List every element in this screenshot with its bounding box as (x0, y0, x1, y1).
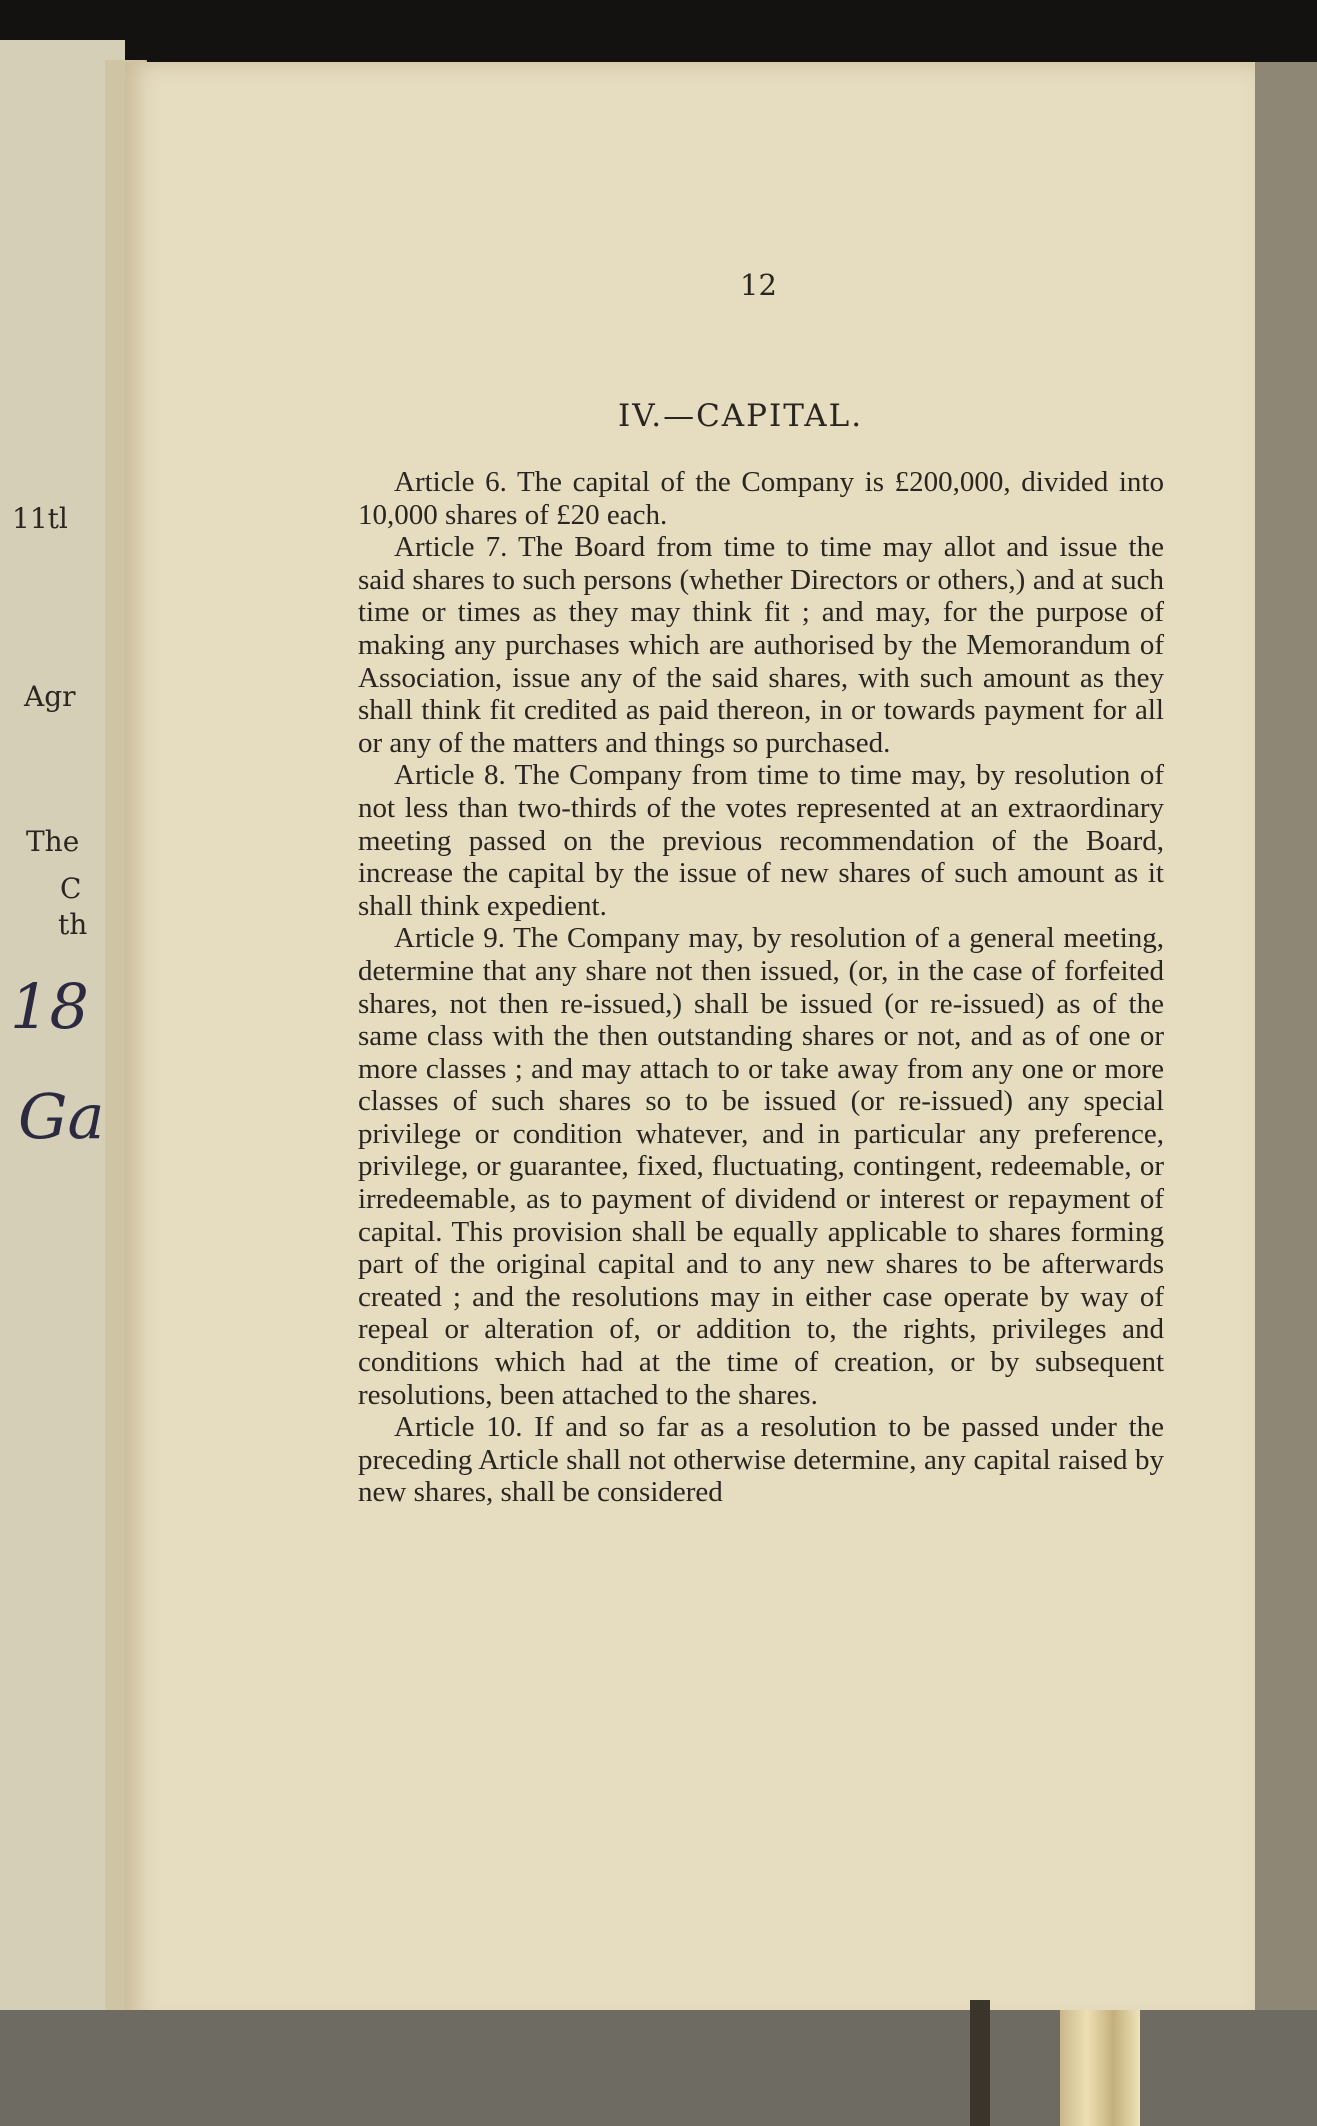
page-number: 12 (740, 268, 777, 302)
paragraph: Article 9. The Company may, by resolution of a general meeting, determine that any share not then issued, (or, in the case of forfeited shares, not then re-issued,) shall be issued (or re-issued) as of the same class with the then outstanding shares or not, and as of one or more classes ; and may attach to or take away from any one or more classes of such shares so to be issued (or re-issued) any special privilege or condition whatever, and in particular any preference, privilege, or guarantee, fixed, fluctuating, contingent, redeemable, or irredeemable, as to payment of dividend or interest or repayment of capital. This provision shall be equally applicable to shares forming part of the original capital and to any new shares to be afterwards created ; and the resolutions may in either case operate by way of repeal or alteration of, or addition to, the rights, privileges and conditions which had at the time of creation, or by subsequent resolutions, been attached to the shares. (358, 922, 1164, 1411)
margin-fragment: C (60, 872, 82, 905)
page-stack (1060, 2010, 1140, 2126)
handwriting: 18 (10, 970, 89, 1043)
paragraph: Article 10. If and so far as a resolution to be passed under the preceding Article shall not otherwise determine, any capital raised by new shares, shall be considered (358, 1411, 1164, 1509)
right-book-edge (1255, 62, 1317, 2012)
margin-fragment: Agr (24, 680, 76, 713)
paragraph: Article 7. The Board from time to time may allot and issue the said shares to such persons (whether Directors or others,) and at such time or times as they may think fit ; and may, for the purpose of making any purchases which are authorised by the Memorandum of Association, issue any of the said shares, with such amount as they shall think fit credited as paid thereon, in or towards payment for all or any of the matters and things so purchased. (358, 531, 1164, 759)
top-background (0, 0, 1317, 62)
margin-fragment: 11tl (12, 502, 68, 535)
section-heading: IV.—CAPITAL. (618, 398, 864, 434)
article-text (358, 466, 1164, 1509)
paragraph: Article 8. The Company from time to time may, by resolution of not less than two-thirds of the votes represented at an extraordinary meeting passed on the previous recommendation of the Board, increase the capital by the issue of new shares of such amount as it shall think expedient. (358, 759, 1164, 922)
margin-fragment: th (58, 908, 88, 941)
paragraph: Article 6. The capital of the Company is £200,000, divided into 10,000 shares of £20 each. (358, 466, 1164, 531)
bookmark-ribbon (970, 2000, 990, 2126)
handwriting: Ga (18, 1080, 105, 1153)
margin-fragment: The (26, 825, 80, 858)
